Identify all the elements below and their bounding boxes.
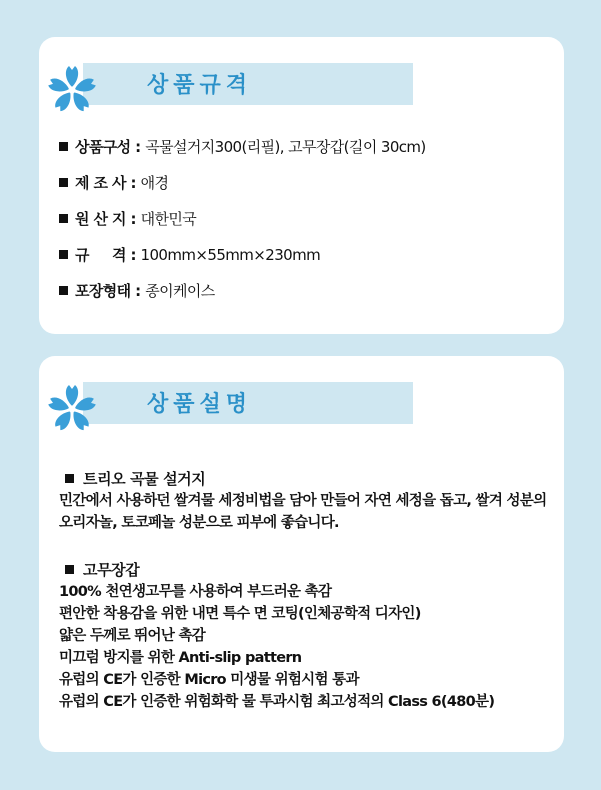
spec-value: 100mm×55mm×230mm	[140, 246, 321, 264]
desc-line: 편안한 착용감을 위한 내면 특수 면 코팅(인체공학적 디자인)	[59, 606, 421, 622]
bullet-square-icon	[59, 214, 68, 223]
spec-value: 종이케이스	[145, 282, 215, 300]
spec-item-composition	[59, 137, 426, 157]
desc-heading-text: 고무장갑	[83, 561, 140, 579]
desc-line: 얇은 두께로 뛰어난 촉감	[59, 628, 206, 644]
spec-section-title: 상품규격	[147, 73, 253, 98]
spec-label: 원 산 지 :	[75, 210, 136, 228]
desc-heading	[59, 559, 559, 581]
bullet-square-icon	[65, 565, 74, 574]
spec-value: 곡물설거지300(리필), 고무장갑(길이 30cm)	[145, 138, 426, 156]
desc-line: 미끄럼 방지를 위한 Anti-slip pattern	[59, 650, 302, 666]
desc-heading	[59, 468, 559, 490]
cherry-blossom-icon	[47, 65, 97, 115]
bullet-square-icon	[59, 286, 68, 295]
desc-heading-text: 트리오 곡물 설거지	[83, 470, 206, 488]
desc-line: 100% 천연생고무를 사용하여 부드러운 촉감	[59, 584, 332, 600]
desc-section-title: 상품설명	[147, 392, 253, 417]
bullet-square-icon	[59, 142, 68, 151]
desc-line: 유럽의 CE가 인증한 위험화학 물 투과시험 최고성적의 Class 6(480분)	[59, 694, 495, 710]
spec-label: 제 조 사 :	[75, 174, 136, 192]
desc-line: 유럽의 CE가 인증한 Micro 미생물 위험시험 통과	[59, 672, 359, 688]
desc-card	[39, 356, 564, 752]
desc-line: 오리자놀, 토코페놀 성분으로 피부에 좋습니다.	[59, 515, 339, 531]
cherry-blossom-icon	[47, 384, 97, 434]
spec-card	[39, 37, 564, 334]
spec-label: 포장형태 :	[75, 282, 141, 300]
desc-line: 민간에서 사용하던 쌀겨물 세정비법을 담아 만들어 자연 세정을 돕고, 쌀겨 성분의	[59, 493, 547, 509]
bullet-square-icon	[59, 178, 68, 187]
spec-label: 규 격 :	[75, 246, 136, 264]
desc-block-detergent	[59, 468, 559, 534]
spec-item-origin	[59, 209, 426, 229]
bullet-square-icon	[65, 474, 74, 483]
spec-value: 애경	[140, 174, 169, 192]
spec-list	[59, 137, 426, 317]
spec-item-packaging	[59, 281, 426, 301]
spec-label: 상품구성 :	[75, 138, 141, 156]
bullet-square-icon	[59, 250, 68, 259]
spec-item-dimensions	[59, 245, 426, 265]
spec-item-manufacturer	[59, 173, 426, 193]
desc-block-gloves	[59, 559, 559, 713]
spec-value: 대한민국	[140, 210, 197, 228]
